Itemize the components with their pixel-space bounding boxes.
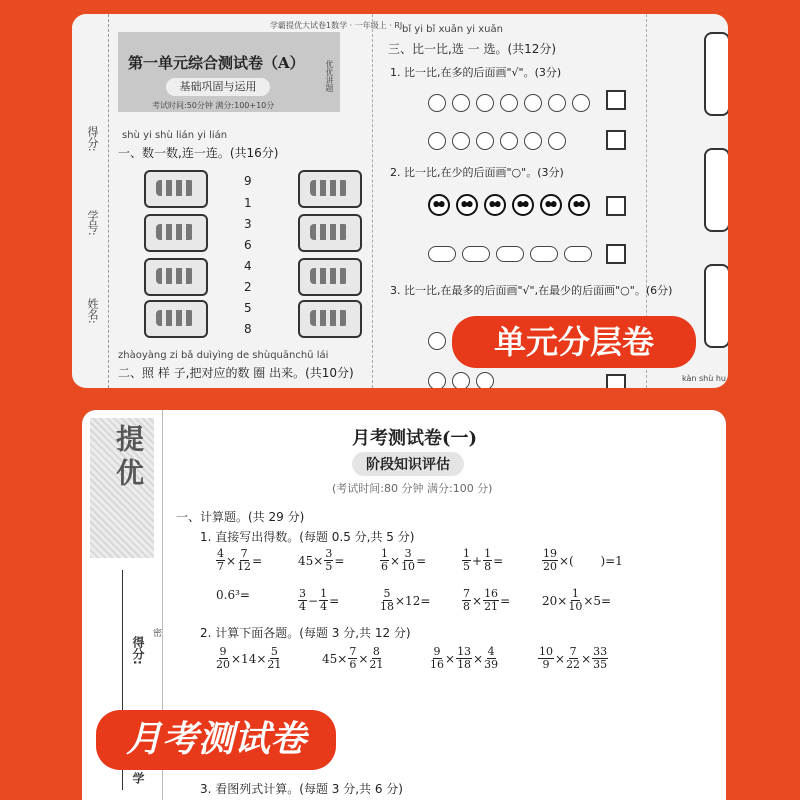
math-expression: 45× $\frac{7}{6}$ × $\frac{8}{21}$ — [322, 645, 384, 671]
cow-icon — [462, 246, 490, 262]
math-expression: $\frac{5}{18}$ ×12= — [380, 587, 431, 613]
q3-item-3: 3. 比一比,在最多的后面画"√",在最少的后面画"○"。(6分) — [390, 284, 673, 297]
q3-item-2: 2. 比一比,在少的后面画"○"。(3分) — [390, 166, 564, 179]
unit-test-subtitle: 基础巩固与运用 — [166, 78, 270, 96]
picture-card — [298, 214, 362, 252]
number-option: 8 — [244, 322, 252, 336]
number-option: 1 — [244, 196, 252, 210]
number-option: 2 — [244, 280, 252, 294]
panda-icon — [456, 194, 478, 216]
math-expression: $\frac{4}{7}$ × $\frac{7}{12}$ = — [217, 547, 263, 573]
panda-icon — [540, 194, 562, 216]
q2-pinyin: zhàoyàng zi bǎ duìyìng de shùquānchū lái — [118, 350, 329, 361]
panda-icon — [484, 194, 506, 216]
picture-card — [144, 214, 208, 252]
monthly-test-badge: 月考测试卷 — [96, 710, 336, 770]
question-2-title: 2. 计算下面各题。(每题 3 分,共 12 分) — [200, 626, 411, 640]
q3-title: 三、比一比,选 一 选。(共12分) — [388, 42, 557, 56]
picture-card — [298, 258, 362, 296]
math-expression: $\frac{7}{8}$ × $\frac{16}{21}$ = — [463, 587, 511, 613]
math-expression: $\frac{1}{6}$ × $\frac{3}{10}$ = — [381, 547, 427, 573]
math-expression: $\frac{9}{16}$ × $\frac{13}{18}$ × $\frac{4}{39}$ — [430, 645, 499, 671]
student-id-label: 学号: — [86, 210, 99, 236]
unit-exam-info: 考试时间:50分钟 满分:100+10分 — [152, 101, 275, 110]
q3-pinyin: bǐ yi bǐ xuǎn yi xuǎn — [402, 24, 503, 35]
picture-card — [144, 300, 208, 338]
panda-icon — [568, 194, 590, 216]
name-label: 姓名: — [86, 298, 99, 324]
tiyou-stamp — [90, 418, 154, 558]
answer-box[interactable] — [606, 90, 626, 110]
cow-icon — [564, 246, 592, 262]
binding-strip — [72, 14, 109, 388]
number-option: 9 — [244, 174, 252, 188]
section-1-title: 一、计算题。(共 29 分) — [176, 510, 305, 524]
picture-card — [298, 300, 362, 338]
apple-icon — [524, 94, 542, 112]
header-line: 学霸提优大试卷1数学 · 一年级上 · RJ — [270, 21, 403, 30]
answer-box[interactable] — [606, 196, 626, 216]
apple-icon — [428, 94, 446, 112]
math-expression: $\frac{3}{4}$ − $\frac{1}{4}$ = — [299, 587, 340, 613]
answer-box[interactable] — [606, 130, 626, 150]
pear-icon — [428, 332, 446, 350]
next-page-picture — [704, 32, 728, 116]
cow-icon — [428, 246, 456, 262]
picture-card — [144, 258, 208, 296]
peach-icon — [452, 132, 470, 150]
apple-icon — [572, 94, 590, 112]
score-label: 得分: — [131, 636, 145, 665]
math-expression: $\frac{19}{20}$ ×( )=1 — [543, 547, 623, 573]
picture-card — [144, 170, 208, 208]
side-tag: 优优讲题 — [325, 60, 334, 92]
peach-icon — [524, 132, 542, 150]
right-pinyin: kàn shù hu — [682, 374, 726, 383]
question-3-title: 3. 看图列式计算。(每题 3 分,共 6 分) — [200, 782, 403, 796]
monthly-exam-info: (考试时间:80 分钟 满分:100 分) — [332, 482, 493, 495]
unit-test-title: 第一单元综合测试卷（A） — [128, 54, 305, 72]
peach-icon — [548, 132, 566, 150]
apple-icon — [548, 94, 566, 112]
pear-icon — [428, 372, 446, 388]
number-option: 3 — [244, 217, 252, 231]
answer-box[interactable] — [606, 374, 626, 388]
peach-icon — [500, 132, 518, 150]
math-expression: $\frac{9}{20}$ ×14× $\frac{5}{21}$ — [216, 645, 282, 671]
q1-pinyin: shù yi shù lián yi lián — [122, 130, 228, 141]
student-label: 学 — [131, 772, 145, 784]
q1-title: 一、数一数,连一连。(共16分) — [118, 146, 279, 160]
answer-box[interactable] — [606, 244, 626, 264]
monthly-test-title: 月考测试卷(一) — [352, 428, 478, 449]
next-page-picture — [704, 264, 728, 348]
math-expression: 45× $\frac{3}{5}$ = — [298, 547, 345, 573]
q2-title: 二、照 样 子,把对应的数 圈 出来。(共10分) — [118, 366, 354, 380]
side-char: 提优 — [112, 424, 145, 492]
unit-test-badge: 单元分层卷 — [452, 316, 696, 368]
panda-icon — [512, 194, 534, 216]
score-label: 得分: — [86, 126, 99, 152]
pear-icon — [476, 372, 494, 388]
next-page-picture — [704, 148, 728, 232]
apple-icon — [500, 94, 518, 112]
question-1-title: 1. 直接写出得数。(每题 0.5 分,共 5 分) — [200, 530, 415, 544]
pear-icon — [452, 372, 470, 388]
math-expression: 0.6³= — [216, 588, 250, 602]
peach-icon — [476, 132, 494, 150]
cow-icon — [530, 246, 558, 262]
seal-label: 密 — [151, 628, 161, 637]
apple-icon — [476, 94, 494, 112]
column-divider — [372, 14, 373, 388]
math-expression: $\frac{1}{5}$ + $\frac{1}{8}$ = — [463, 547, 504, 573]
peach-icon — [428, 132, 446, 150]
q3-item-1: 1. 比一比,在多的后面画"√"。(3分) — [390, 66, 562, 79]
panda-icon — [428, 194, 450, 216]
math-expression: $\frac{10}{9}$ × $\frac{7}{22}$ × $\frac{33}{35}$ — [539, 645, 608, 671]
number-option: 4 — [244, 259, 252, 273]
monthly-test-subtitle: 阶段知识评估 — [352, 452, 464, 476]
number-option: 5 — [244, 301, 252, 315]
number-option: 6 — [244, 238, 252, 252]
picture-card — [298, 170, 362, 208]
apple-icon — [452, 94, 470, 112]
math-expression: 20× $\frac{1}{10}$ ×5= — [542, 587, 612, 613]
cow-icon — [496, 246, 524, 262]
